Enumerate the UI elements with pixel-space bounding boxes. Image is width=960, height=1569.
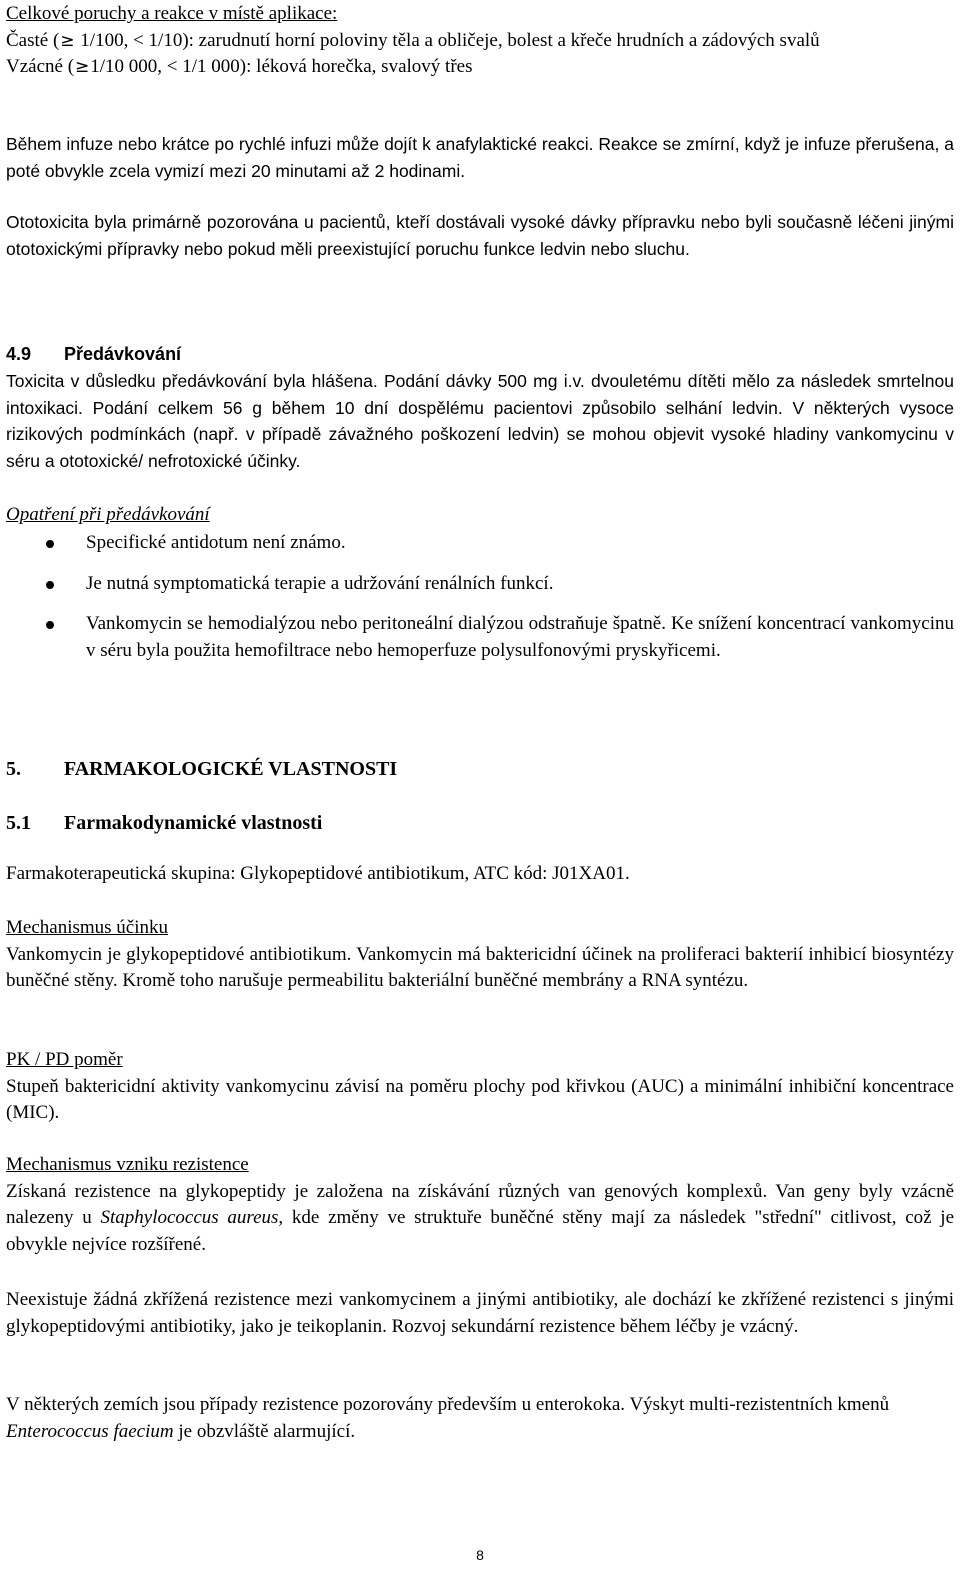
rare-prefix: Vzácné (: [6, 56, 75, 77]
overdose-paragraph: Toxicita v důsledku předávkování byla hlášena. Podání dávky 500 mg i.v. dvouletému dítěti mělo za následek smrtelnou intoxikaci. Podání celkem 56 g během 10 dní dospělému pacientovi způsobilo selhání ledvin. V některých vysoce rizikových podmínkách (např. v případě závažného poškození ledvin) se mohou objevit vysoké hladiny vankomycinu v séru a ototoxické/ nefrotoxické účinky.: [6, 371, 954, 471]
pkpd-paragraph: Stupeň baktericidní aktivity vankomycinu závisí na poměru plochy pod křivkou (AUC) a minimální inhibiční koncentrace (MIC).: [6, 1075, 954, 1123]
adverse-rare: [6, 54, 954, 81]
section-4-9-heading: [6, 341, 954, 368]
section-number: 5.1: [6, 812, 31, 834]
section-title: Předávkování: [64, 344, 182, 364]
page-number: 8: [476, 1547, 484, 1563]
section-title: Farmakodynamické vlastnosti: [64, 812, 323, 834]
pkpd-heading: PK / PD poměr: [6, 1049, 123, 1070]
common-rest: 1/100, < 1/10): zarudnutí horní poloviny těla a obličeje, bolest a křeče hrudních a zádových svalů: [75, 29, 820, 51]
cross-resistance-paragraph: Neexistuje žádná zkřížená rezistence mezi vankomycinem a jinými antibiotiky, ale dochází ke zkřížené rezistenci s jinými glykopeptidovými antibiotiky, jako je teikoplanin. Rozvoj sekundární rezistence během léčby je vzácný.: [6, 1289, 954, 1337]
common-prefix: Časté (: [6, 29, 60, 51]
list-item-text: Vankomycin se hemodialýzou nebo peritoneální dialýzou odstraňuje špatně. Ke snížení koncentrací vankomycinu v séru byla použita hemofiltrace nebo hemoperfuze polysulfonovými pryskyřicemi.: [86, 613, 954, 661]
bullet-icon: [46, 621, 54, 629]
adverse-reactions-block: [6, 1, 954, 81]
resistance-text: , kde změny ve struktuře buněčné stěny mají za následek "střední" citlivost, což je obvykle nejvíce rozšířené.: [6, 1207, 955, 1255]
section-number: 4.9: [6, 344, 32, 364]
species-name: Enterococcus faecium: [6, 1420, 174, 1442]
overdose-measures-list: [6, 530, 954, 664]
list-item-text: Je nutná symptomatická terapie a udržování renálních funkcí.: [86, 572, 554, 594]
country-text: je obzvláště alarmující.: [173, 1420, 356, 1442]
section-title: FARMAKOLOGICKÉ VLASTNOSTI: [64, 758, 398, 780]
infusion-paragraph: Během infuze nebo krátce po rychlé infuzi může dojít k anafylaktické reakci. Reakce se zmírní, když je infuze přerušena, a poté obvykle zcela vymizí mezi 20 minutami až 2 hodinami.: [6, 134, 954, 181]
resistance-paragraph: [6, 1179, 954, 1259]
resistance-heading: Mechanismus vzniku rezistence: [6, 1154, 249, 1175]
list-item: [6, 571, 954, 598]
resistance-text: Získaná rezistence na glykopeptidy je založena na získávání různých van genových komplexů. Van geny byly vzácně nalezeny u: [6, 1180, 954, 1228]
ototoxicity-paragraph: Ototoxicita byla primárně pozorována u pacientů, kteří dostávali vysoké dávky přípravku nebo byli současně léčeni jinými ototoxickými přípravky nebo pokud měli preexistující poruchu funkce ledvin nebo sluchu.: [6, 212, 954, 259]
section-number: 5.: [6, 758, 21, 780]
adverse-common: [6, 28, 954, 55]
list-item-text: Specifické antidotum není známo.: [86, 532, 346, 553]
overdose-measures-heading: Opatření při předávkování: [6, 504, 210, 525]
list-item: [6, 530, 954, 557]
pharmacotherapeutic-group: Farmakoterapeutická skupina: Glykopeptidové antibiotikum, ATC kód: J01XA01.: [6, 863, 630, 884]
greater-equal-symbol: [60, 28, 74, 55]
mechanism-block: [6, 915, 954, 995]
section-5-1-heading: [6, 810, 954, 837]
adverse-heading: Celkové poruchy a reakce v místě aplikace:: [6, 3, 338, 24]
greater-equal-symbol: [75, 54, 89, 81]
species-name: Staphylococcus aureus: [100, 1207, 279, 1228]
list-item: [6, 611, 954, 664]
bullet-icon: [46, 540, 54, 548]
mechanism-heading: Mechanismus účinku: [6, 917, 169, 938]
country-text: V některých zemích jsou případy rezistence pozorovány především u enterokoka. Výskyt multi-rezistentních kmenů: [6, 1394, 890, 1415]
bullet-icon: [46, 581, 54, 589]
mechanism-paragraph: Vankomycin je glykopeptidové antibiotikum. Vankomycin má baktericidní účinek na proliferaci bakterií inhibicí biosyntézy buněčné stěny. Kromě toho narušuje permeabilitu bakteriální buněčné membrány a RNA syntézu.: [6, 943, 954, 991]
pkpd-block: [6, 1047, 954, 1127]
section-5-heading: [6, 756, 954, 783]
resistance-block: [6, 1152, 954, 1258]
country-resistance-paragraph: [6, 1392, 954, 1445]
rare-rest: 1/10 000, < 1/1 000): léková horečka, svalový třes: [90, 56, 473, 77]
